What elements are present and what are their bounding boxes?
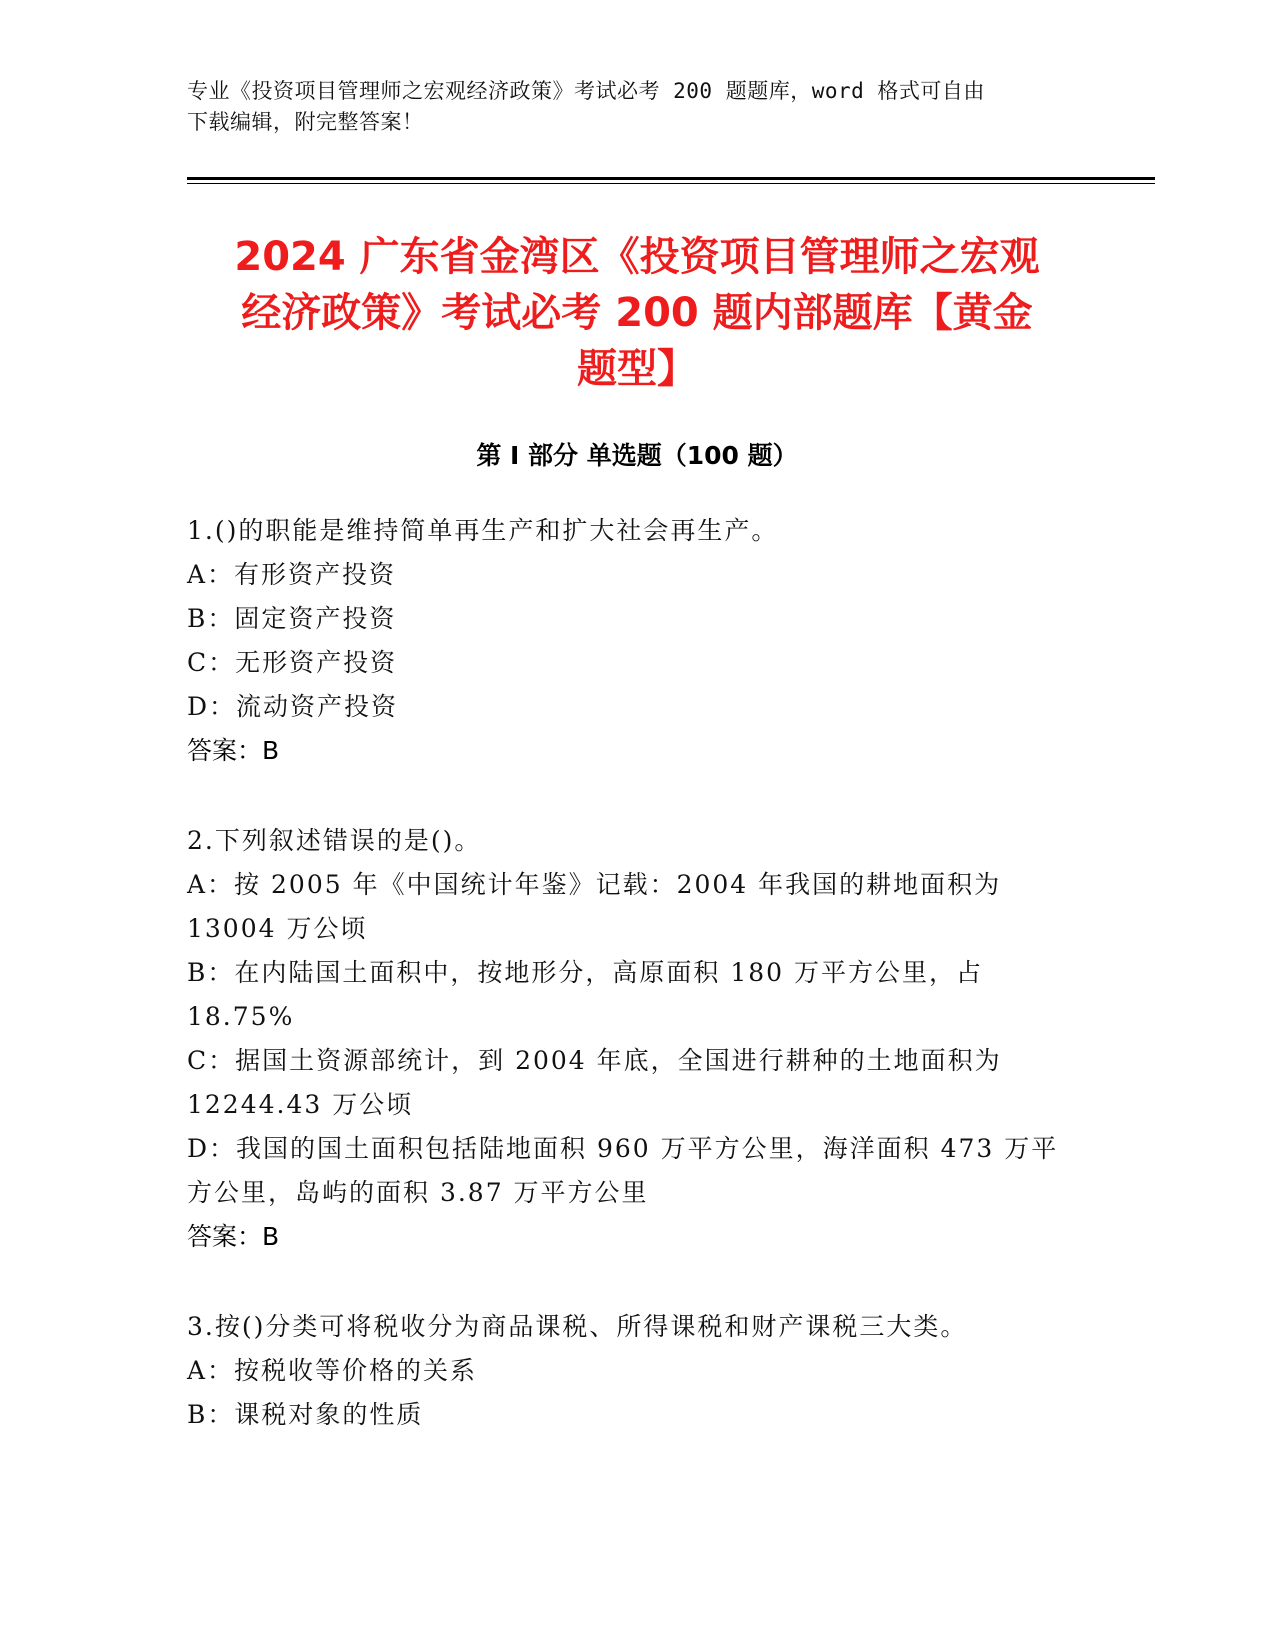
option-d-continued: 方公里，岛屿的面积 3.87 万平方公里 bbox=[187, 1178, 649, 1207]
option-b: B：在内陆国土面积中，按地形分，高原面积 180 万平方公里，占 bbox=[187, 958, 983, 987]
title-line-3: 题型】 bbox=[577, 346, 697, 392]
option-a: A：按 2005 年《中国统计年鉴》记载：2004 年我国的耕地面积为 bbox=[187, 870, 1002, 899]
title-line-1: 2024 广东省金湾区《投资项目管理师之宏观 bbox=[234, 234, 1040, 280]
option-b: B：固定资产投资 bbox=[187, 604, 397, 633]
option-b: B：课税对象的性质 bbox=[187, 1400, 424, 1429]
header-line-2: 下载编辑，附完整答案！ bbox=[187, 110, 424, 134]
title-line-2: 经济政策》考试必考 200 题内部题库【黄金 bbox=[241, 290, 1033, 336]
answer: 答案：B bbox=[187, 1222, 280, 1251]
page-header bbox=[187, 76, 1087, 138]
section-heading: 第 I 部分 单选题（100 题） bbox=[476, 441, 798, 470]
header-line-1: 专业《投资项目管理师之宏观经济政策》考试必考 200 题题库，word 格式可自由 bbox=[187, 79, 985, 103]
question-stem: 2.下列叙述错误的是()。 bbox=[187, 826, 482, 855]
option-a: A：有形资产投资 bbox=[187, 560, 397, 589]
option-a-continued: 13004 万公顷 bbox=[187, 914, 368, 943]
option-c-continued: 12244.43 万公顷 bbox=[187, 1090, 414, 1119]
header-rule-thin bbox=[187, 183, 1155, 184]
header-rule-thick bbox=[187, 177, 1155, 180]
option-b-continued: 18.75% bbox=[187, 1002, 295, 1031]
option-d: D：我国的国土面积包括陆地面积 960 万平方公里，海洋面积 473 万平 bbox=[187, 1134, 1059, 1163]
option-d: D：流动资产投资 bbox=[187, 692, 399, 721]
question-stem: 3.按()分类可将税收分为商品课税、所得课税和财产课税三大类。 bbox=[187, 1312, 968, 1341]
question-stem: 1.()的职能是维持简单再生产和扩大社会再生产。 bbox=[187, 516, 779, 545]
document-title bbox=[187, 229, 1087, 397]
answer: 答案：B bbox=[187, 736, 280, 765]
option-a: A：按税收等价格的关系 bbox=[187, 1356, 478, 1385]
option-c: C：据国土资源部统计，到 2004 年底，全国进行耕种的土地面积为 bbox=[187, 1046, 1002, 1075]
option-c: C：无形资产投资 bbox=[187, 648, 398, 677]
